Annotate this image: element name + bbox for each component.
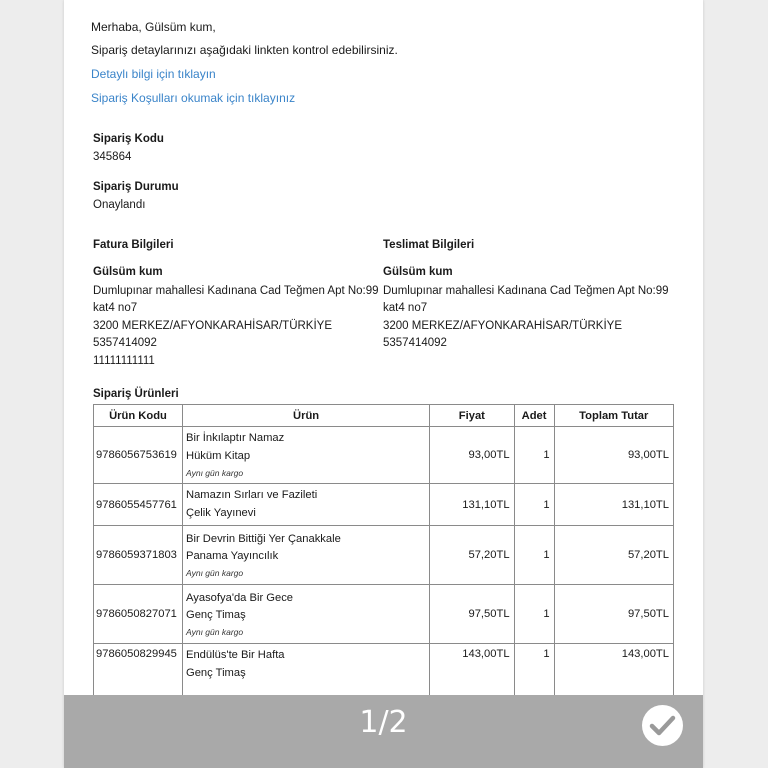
product-total: 93,00TL <box>554 427 673 484</box>
product-info <box>183 427 430 484</box>
products-table <box>93 404 674 696</box>
product-price: 57,20TL <box>430 526 514 585</box>
billing-title: Fatura Bilgileri <box>93 239 174 251</box>
order-terms-link[interactable]: Sipariş Koşulları okumak için tıklayınız <box>91 91 296 105</box>
header-product: Ürün <box>183 405 430 427</box>
shipping-note: Aynı gün kargo <box>186 467 244 478</box>
product-name: Endülüs'te Bir Hafta <box>186 649 285 662</box>
header-total: Toplam Tutar <box>554 405 673 427</box>
shipping-name: Gülsüm kum <box>383 266 453 278</box>
product-info <box>183 644 430 696</box>
products-title: Sipariş Ürünleri <box>93 388 179 400</box>
billing-line1: Dumlupınar mahallesi Kadınana Cad Teğmen Apt No:99 <box>93 284 379 297</box>
shipping-note: Aynı gün kargo <box>186 626 244 637</box>
header-quantity: Adet <box>514 405 554 427</box>
product-price: 143,00TL <box>430 644 514 696</box>
billing-name: Gülsüm kum <box>93 266 163 278</box>
billing-address <box>93 264 379 371</box>
product-info <box>183 526 430 585</box>
product-publisher: Panama Yayıncılık <box>186 550 279 563</box>
shipping-phone: 5357414092 <box>383 337 447 350</box>
shipping-line3: 3200 MERKEZ/AFYONKARAHİSAR/TÜRKİYE <box>383 319 623 332</box>
billing-line2: kat4 no7 <box>93 302 138 315</box>
order-status: Onaylandı <box>93 199 146 211</box>
billing-phone: 5357414092 <box>93 337 157 350</box>
product-name: Ayasofya'da Bir Gece <box>186 591 294 604</box>
product-price: 97,50TL <box>430 585 514 644</box>
product-publisher: Genç Timaş <box>186 609 246 622</box>
product-publisher: Genç Timaş <box>186 666 246 679</box>
shipping-note: Aynı gün kargo <box>186 567 244 578</box>
product-name: Bir İnkılaptır Namaz <box>186 432 285 445</box>
confirm-button[interactable] <box>642 705 683 746</box>
shipping-address <box>383 264 669 353</box>
greeting: Merhaba, Gülsüm kum, <box>91 20 216 34</box>
product-price: 93,00TL <box>430 427 514 484</box>
shipping-line2: kat4 no7 <box>383 302 428 315</box>
viewer-bottom-bar <box>64 695 703 768</box>
page-indicator: 1/2 <box>359 705 408 740</box>
shipping-line1: Dumlupınar mahallesi Kadınana Cad Teğmen Apt No:99 <box>383 284 669 297</box>
product-total: 143,00TL <box>554 644 673 696</box>
table-row <box>94 484 674 526</box>
product-quantity: 1 <box>514 585 554 644</box>
product-quantity: 1 <box>514 484 554 526</box>
product-total: 57,20TL <box>554 526 673 585</box>
order-code-label: Sipariş Kodu <box>93 133 164 145</box>
document-page <box>64 0 703 768</box>
header-product-code: Ürün Kodu <box>94 405 183 427</box>
intro-text: Sipariş detaylarınızı aşağıdaki linkten kontrol edebilirsiniz. <box>91 43 398 57</box>
product-total: 131,10TL <box>554 484 673 526</box>
product-quantity: 1 <box>514 526 554 585</box>
product-total: 97,50TL <box>554 585 673 644</box>
product-publisher: Hüküm Kitap <box>186 450 251 462</box>
product-code: 9786059371803 <box>94 526 183 585</box>
product-name: Namazın Sırları ve Fazileti <box>186 489 318 501</box>
table-header-row <box>94 405 674 427</box>
product-name: Bir Devrin Bittiği Yer Çanakkale <box>186 532 341 545</box>
order-code: 345864 <box>93 151 132 163</box>
billing-line3: 3200 MERKEZ/AFYONKARAHİSAR/TÜRKİYE <box>93 319 333 332</box>
product-quantity: 1 <box>514 427 554 484</box>
billing-tax-id: 11111111111 <box>93 354 155 367</box>
details-link[interactable]: Detaylı bilgi için tıklayın <box>91 67 216 81</box>
product-quantity: 1 <box>514 644 554 696</box>
product-code: 9786050827071 <box>94 585 183 644</box>
product-code: 9786050829945 <box>94 644 183 696</box>
product-code: 9786056753619 <box>94 427 183 484</box>
order-status-label: Sipariş Durumu <box>93 181 179 193</box>
checkmark-icon <box>642 705 683 746</box>
product-code: 9786055457761 <box>94 484 183 526</box>
table-row <box>94 644 674 696</box>
table-row <box>94 526 674 585</box>
table-row <box>94 427 674 484</box>
header-price: Fiyat <box>430 405 514 427</box>
product-info <box>183 585 430 644</box>
table-row <box>94 585 674 644</box>
product-info <box>183 484 430 526</box>
product-price: 131,10TL <box>430 484 514 526</box>
shipping-title: Teslimat Bilgileri <box>383 239 475 251</box>
product-publisher: Çelik Yayınevi <box>186 506 256 519</box>
